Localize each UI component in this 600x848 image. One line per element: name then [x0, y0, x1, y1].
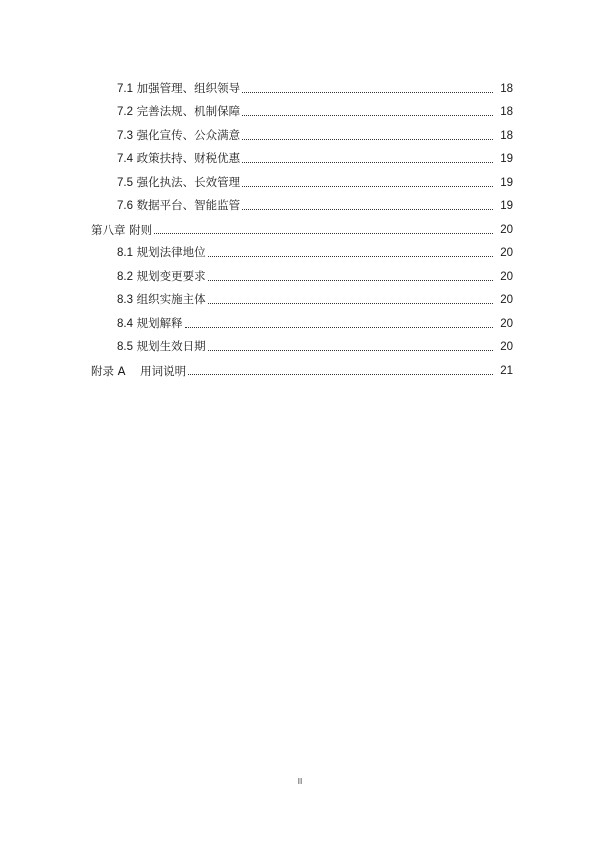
toc-entry[interactable]: [0, 119, 600, 143]
toc-entry-title: 第八章 附则: [91, 222, 153, 237]
toc-entry[interactable]: [0, 307, 600, 331]
toc-entry-title: 8.5 规划生效日期: [117, 339, 206, 353]
dot-leader: [242, 139, 493, 140]
toc-entry-page: 18: [500, 106, 513, 118]
toc-entry-title: 7.4 政策扶持、财税优惠: [117, 151, 241, 165]
dot-leader: [154, 233, 493, 234]
dot-leader: [185, 327, 493, 328]
toc-entry[interactable]: [0, 284, 600, 308]
toc-entry-page: 19: [500, 200, 513, 212]
toc-entry[interactable]: [0, 166, 600, 190]
dot-leader: [188, 374, 493, 375]
toc-entry-title: 7.2 完善法规、机制保障: [117, 104, 241, 118]
toc-entry-title: 7.5 强化执法、长效管理: [117, 174, 241, 189]
toc-entry[interactable]: [0, 190, 600, 214]
toc-entry-page: 19: [500, 176, 513, 189]
toc-entry-page: 20: [500, 247, 513, 259]
dot-leader: [208, 303, 493, 304]
page-number: II: [297, 777, 303, 786]
toc-entry-page: 20: [500, 294, 513, 306]
toc-entry-page: 20: [500, 223, 513, 236]
toc-entry-title: 8.3 组织实施主体: [117, 292, 206, 306]
toc-entry-title: 8.2 规划变更要求: [117, 268, 206, 283]
toc-entry-title: 7.6 数据平台、智能监管: [117, 198, 241, 212]
toc-entry-page: 20: [500, 341, 513, 353]
toc-entry-page: 19: [500, 153, 513, 165]
toc-entry-page: 21: [500, 364, 513, 377]
toc-entry-page: 20: [500, 317, 513, 330]
dot-leader: [242, 92, 493, 93]
toc-entry-page: 18: [500, 129, 513, 142]
toc-entry[interactable]: [0, 260, 600, 284]
toc-chapter-entry[interactable]: [0, 213, 600, 237]
toc-appendix-entry[interactable]: [0, 354, 600, 378]
dot-leader: [242, 162, 493, 163]
dot-leader: [208, 350, 493, 351]
toc-entry[interactable]: [0, 237, 600, 261]
dot-leader: [208, 280, 493, 281]
toc-entry-page: 18: [500, 82, 513, 95]
toc-entry-title: 8.4 规划解释: [117, 315, 183, 330]
dot-leader: [242, 115, 493, 116]
toc-entry-page: 20: [500, 270, 513, 283]
toc-entry[interactable]: [0, 143, 600, 167]
toc-entry[interactable]: [0, 72, 600, 96]
table-of-contents: [0, 72, 600, 378]
toc-entry-title: 附录 A 用词说明: [91, 363, 187, 378]
toc-entry-title: 7.1 加强管理、组织领导: [117, 80, 241, 95]
dot-leader: [208, 256, 493, 257]
dot-leader: [242, 186, 493, 187]
dot-leader: [242, 209, 493, 210]
toc-entry-title: 7.3 强化宣传、公众满意: [117, 127, 241, 142]
toc-entry-title: 8.1 规划法律地位: [117, 245, 206, 259]
toc-entry[interactable]: [0, 96, 600, 120]
toc-entry[interactable]: [0, 331, 600, 355]
